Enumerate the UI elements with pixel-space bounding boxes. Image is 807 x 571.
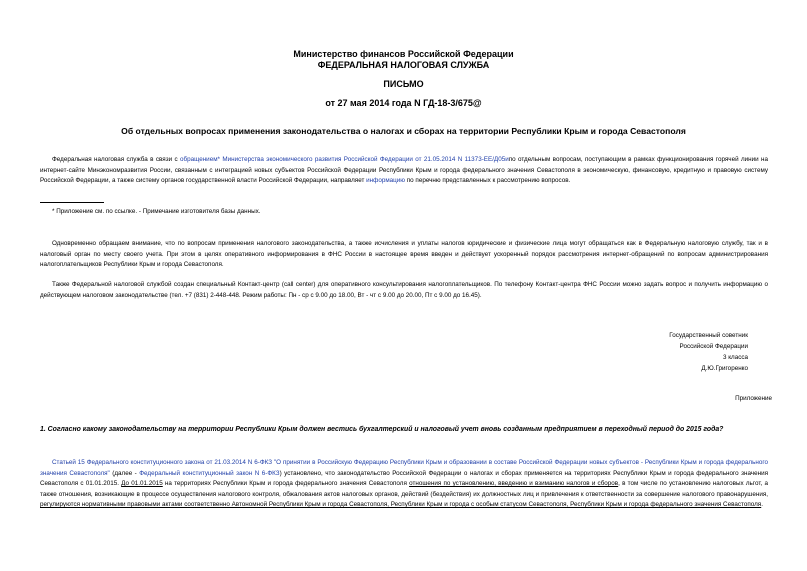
document-type: ПИСЬМО xyxy=(383,79,424,89)
document-title: Об отдельных вопросах применения законодательства о налогах и сборах на территории Республики Крым и города Севастополя xyxy=(121,126,686,136)
appendix-label: Приложение xyxy=(735,395,772,402)
footnote-divider xyxy=(40,202,104,203)
signature-block xyxy=(600,330,748,374)
signature-title-3: 3 класса xyxy=(722,354,748,361)
footnote: * Приложение см. по ссылке. - Примечание изготовителя базы данных. xyxy=(52,208,261,215)
answer-1: Статьей 15 Федерального конституционного закона от 21.03.2014 N 6-ФКЗ "О принятии в Российскую Федерацию Республики Крым и образовании в составе Российской Федерации новых субъектов - Республики Крым и города федерального значения Севастополя" (далее - Федеральный конституционный закон N 6-ФКЗ) установлено, что законодательство Российской Федерации о налогах и сборах применяется на территориях Республики Крым и города федерального значения Севастополя с 01.01.2015. До 01.01.2015 на территориях Республики Крым и города федерального значения Севастополя отношения по установлению, введению и взиманию налогов и сборов, в том числе по установлению налоговых льгот, а также отношения, возникающие в процессе осуществления налогового контроля, обжалования актов налоговых органов, действий (бездействия) их должностных лиц и привлечения к ответственности за совершение налогового правонарушения, регулируются нормативными правовыми актами соответственно Автономной Республики Крым и города Севастополя, Республики Крым и города с особым статусом Севастополя, Республики Крым и города федерального значения Севастополя. xyxy=(40,459,768,508)
paragraph-attention: Одновременно обращаем внимание, что по вопросам применения налогового законодательства, а также исчисления и уплаты налогов юридические и физические лица могут обращаться как в Федеральную налоговую службу, так и в налоговый орган по месту своего учета. При этом в целях оперативного информирования в ФНС России в настоящее время введен и действует ускоренный порядок рассмотрения интернет-обращений по вопросам администрирования налогоплательщиков Республики Крым и города Севастополя. xyxy=(40,240,768,268)
fkz-6-link[interactable]: Федеральный конституционный закон N 6-ФКЗ xyxy=(139,469,280,477)
signature-title-1: Государственный советник xyxy=(669,332,748,339)
paragraph-contact-center: Также Федеральной налоговой службой создан специальный Контакт-центр (call center) для оперативного консультирования налогоплательщиков. По телефону Контакт-центра ФНС России можно задать вопрос и получить информацию о действующем налоговом законодательстве (тел. +7 (831) 2-448-448. Режим работы: Пн - ср с 9.00 до 18.00, Вт - чт с 9.00 до 20.00, Пт с 9.00 до 16.45). xyxy=(40,281,768,299)
paragraph-intro: Федеральная налоговая служба в связи с обращением* Министерства экономического развития Российской Федерации от 21.05.2014 N 11373-ЕЕ/Д05ипо отдельным вопросам, поступающим в рамках функционирования горячей линии на интернет-сайте Минэкономразвития России, связанным с интеграцией новых субъектов Российской Федерации Республики Крым и города федерального значения Севастополя в экономическую, финансовую, кредитную и правовую систему Российской Федерации, а также систему органов государственной власти Российской Федерации, направляет информацию по перечню представленных к рассмотрению вопросов. xyxy=(40,156,769,184)
document-date-number: от 27 мая 2014 года N ГД-18-3/675@ xyxy=(325,98,482,108)
article-15-link[interactable]: Статьей 15 Федерального конституционного закона от 21.03.2014 N 6-ФКЗ "О принятии в Российскую Федерацию Республики Крым и образовании в составе Российской Федерации новых субъектов - Республики Крым и города федерального значения Севастополя" xyxy=(40,459,768,477)
signature-name: Д.Ю.Григоренко xyxy=(701,365,748,372)
question-1: 1. Согласно какому законодательству на территории Республики Крым должен вестись бухгалтерский и налоговый учет вновь созданным предприятием в переходный период до 2015 года? xyxy=(40,426,724,433)
signature-title-2: Российской Федерации xyxy=(679,343,748,350)
ministry-name: Министерство финансов Российской Федерации xyxy=(293,49,514,59)
appeal-link[interactable]: обращением* Министерства экономического развития Российской Федерации от 21.05.2014 N 11373-ЕЕ/Д05и xyxy=(179,156,509,163)
service-name: ФЕДЕРАЛЬНАЯ НАЛОГОВАЯ СЛУЖБА xyxy=(317,60,490,70)
information-link[interactable]: информацию xyxy=(366,177,405,184)
